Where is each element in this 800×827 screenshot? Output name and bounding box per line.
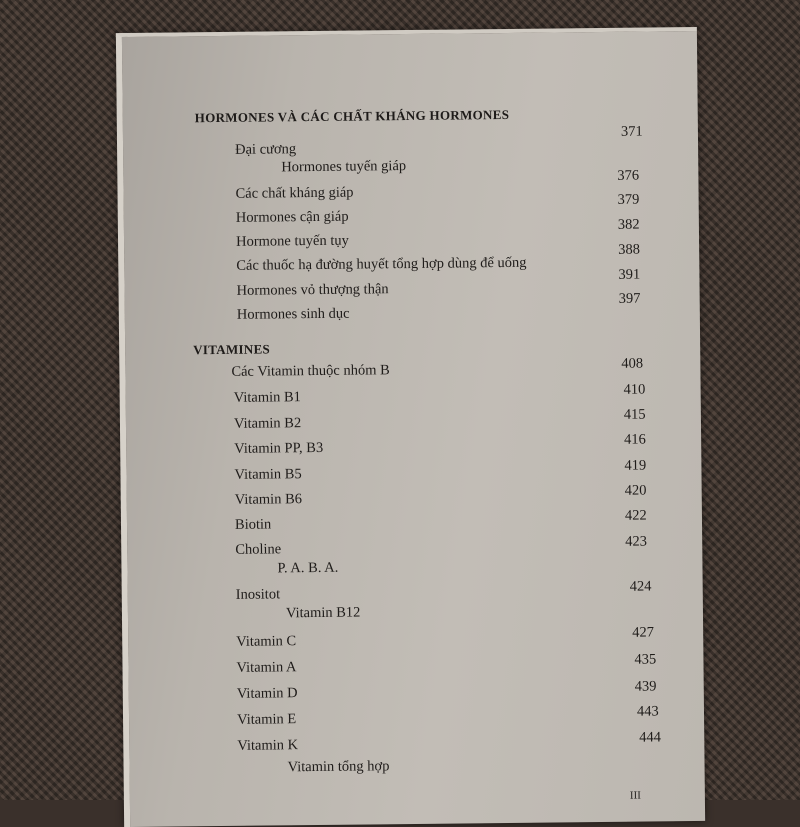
page-number: 422: [624, 507, 647, 524]
page-number: 388: [618, 241, 640, 258]
page-number: 444: [639, 729, 662, 746]
page-number: 379: [617, 191, 640, 208]
page-number: 371: [620, 123, 643, 140]
toc-entry: Hormones vỏ thượng thận: [236, 281, 389, 299]
toc-entry: Các thuốc hạ đường huyết tổng hợp dùng để uống: [236, 254, 527, 274]
toc-entry: Inositot: [235, 586, 281, 603]
toc-entry: Đại cương: [235, 141, 297, 158]
toc-entry: Hormones cận giáp: [235, 208, 349, 226]
page-number: 397: [618, 290, 641, 307]
toc-entry: Hormones tuyến giáp: [281, 158, 407, 176]
page-number: 415: [623, 406, 646, 423]
toc-entry: Hormone tuyến tụy: [235, 232, 349, 250]
page-number: 424: [629, 578, 652, 595]
toc-entry: Vitamin B12: [285, 604, 361, 622]
page-number: 439: [634, 678, 657, 695]
toc-entry: Biotin: [234, 516, 272, 533]
toc-entry: Vitamin tổng hợp: [287, 758, 390, 776]
toc-entry: Vitamin E: [236, 711, 297, 728]
toc-entry: Các chất kháng giáp: [235, 184, 354, 202]
corner-page-mark: III: [629, 789, 641, 802]
page-number: 419: [624, 457, 647, 474]
page-number: 382: [617, 216, 640, 233]
toc-entry: Vitamin A: [236, 659, 297, 676]
section-title-vitamines: VITAMINES: [193, 341, 271, 358]
page-number: 416: [624, 431, 646, 448]
toc-entry: Vitamin PP, B3: [234, 439, 324, 457]
toc-entry: Các Vitamin thuộc nhóm B: [231, 362, 390, 380]
page-number: 420: [624, 482, 647, 499]
page-number: 435: [634, 651, 657, 668]
toc-entry: Vitamin B1: [233, 389, 301, 406]
toc-entry: Vitamin B5: [234, 466, 302, 483]
page-number: 408: [621, 355, 644, 372]
toc-entry: Vitamin D: [236, 685, 298, 702]
page-number: 410: [623, 381, 646, 398]
section-title-hormones: HORMONES VÀ CÁC CHẤT KHÁNG HORMONES: [194, 106, 510, 126]
toc-entry: Vitamin B6: [234, 491, 303, 508]
book-page: [116, 27, 705, 827]
page-number: 443: [636, 703, 659, 720]
page-number: 391: [618, 266, 641, 283]
toc-entry: Choline: [235, 541, 282, 558]
toc-entry: Vitamin B2: [233, 415, 302, 432]
toc-entry: Hormones sinh dục: [236, 305, 350, 323]
toc-entry: Vitamin K: [237, 737, 299, 754]
page-number: 423: [625, 533, 648, 550]
page-number: 427: [632, 624, 654, 641]
page-number: 376: [617, 167, 640, 184]
toc-entry: Vitamin C: [236, 633, 297, 650]
toc-entry: P. A. B. A.: [277, 559, 339, 577]
